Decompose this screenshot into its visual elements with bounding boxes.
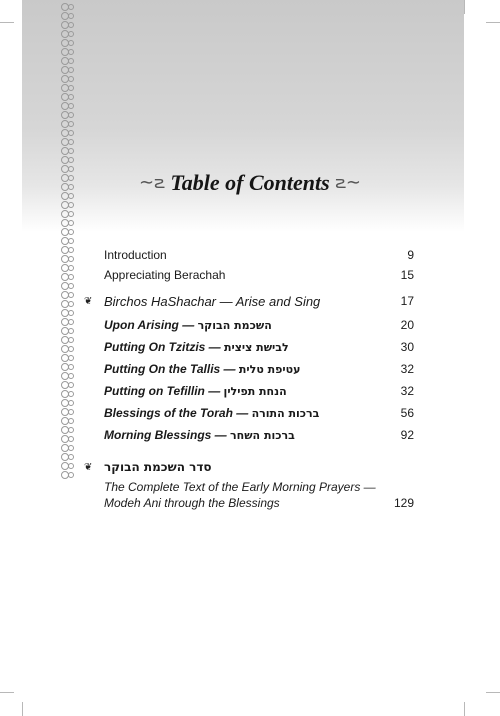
ornament-motif-icon: [58, 29, 76, 38]
title-ornament-right: ౽∼: [335, 172, 362, 192]
ornament-motif-icon: [58, 119, 76, 128]
ornament-motif-icon: [58, 2, 76, 11]
toc-entry-tallis[interactable]: Putting On the Tallis — עטיפת טלית 32: [104, 362, 414, 376]
crop-mark-top-right-h: [486, 22, 500, 23]
ornament-motif-icon: [58, 20, 76, 29]
ornament-motif-icon: [58, 245, 76, 254]
ornament-motif-icon: [58, 272, 76, 281]
section-bullet-icon: ❦: [84, 462, 93, 473]
ornament-motif-icon: [58, 416, 76, 425]
ornament-motif-icon: [58, 236, 76, 245]
ornament-motif-icon: [58, 101, 76, 110]
ornament-motif-icon: [58, 47, 76, 56]
ornament-motif-icon: [58, 452, 76, 461]
toc-entry-morning-blessings[interactable]: Morning Blessings — ברכות השחר 92: [104, 428, 414, 442]
ornament-motif-icon: [58, 461, 76, 470]
ornament-motif-icon: [58, 290, 76, 299]
ornament-motif-icon: [58, 335, 76, 344]
toc-entry-upon-arising[interactable]: Upon Arising — השכמת הבוקר 20: [104, 318, 414, 332]
ornament-motif-icon: [58, 470, 76, 479]
crop-mark-bottom-right-v: [464, 702, 465, 716]
ornament-motif-icon: [58, 263, 76, 272]
title-text: Table of Contents: [170, 170, 330, 195]
ornament-motif-icon: [58, 83, 76, 92]
toc-entry-tefillin[interactable]: Putting on Tefillin — הנחת תפילין 32: [104, 384, 414, 398]
ornament-motif-icon: [58, 443, 76, 452]
toc-entry-complete-text-line1[interactable]: The Complete Text of the Early Morning Prayers —: [104, 480, 376, 494]
ornament-motif-icon: [58, 353, 76, 362]
ornament-motif-icon: [58, 56, 76, 65]
ornament-motif-icon: [58, 362, 76, 371]
ornament-motif-icon: [58, 200, 76, 209]
ornament-motif-icon: [58, 317, 76, 326]
ornament-motif-icon: [58, 38, 76, 47]
ornament-motif-icon: [58, 371, 76, 380]
ornament-motif-icon: [58, 326, 76, 335]
crop-mark-bottom-right-h: [486, 692, 500, 693]
ornament-motif-icon: [58, 380, 76, 389]
toc-section-seder-hashkamas[interactable]: ❦ סדר השכמת הבוקר: [84, 460, 212, 474]
ornament-motif-icon: [58, 65, 76, 74]
ornament-motif-icon: [58, 128, 76, 137]
toc-entry-blessings-of-torah[interactable]: Blessings of the Torah — ברכות התורה 56: [104, 406, 414, 420]
crop-mark-top-left-h: [0, 22, 14, 23]
ornament-motif-icon: [58, 308, 76, 317]
crop-mark-bottom-left-h: [0, 692, 14, 693]
toc-entry-introduction[interactable]: Introduction 9: [104, 248, 414, 262]
ornament-motif-icon: [58, 425, 76, 434]
ornament-motif-icon: [58, 344, 76, 353]
toc-entry-appreciating-berachah[interactable]: Appreciating Berachah 15: [104, 268, 414, 282]
ornament-motif-icon: [58, 227, 76, 236]
ornament-motif-icon: [58, 218, 76, 227]
title-ornament-left: ∼౽: [138, 172, 165, 192]
toc-entry-tzitzis[interactable]: Putting On Tzitzis — לבישת ציצית 30: [104, 340, 414, 354]
ornament-motif-icon: [58, 74, 76, 83]
ornament-motif-icon: [58, 155, 76, 164]
decorative-border-column: [58, 0, 76, 478]
ornament-motif-icon: [58, 11, 76, 20]
ornament-motif-icon: [58, 407, 76, 416]
ornament-motif-icon: [58, 137, 76, 146]
crop-mark-bottom-left-v: [22, 702, 23, 716]
ornament-motif-icon: [58, 146, 76, 155]
ornament-motif-icon: [58, 299, 76, 308]
ornament-motif-icon: [58, 209, 76, 218]
page-title: [0, 170, 500, 197]
ornament-motif-icon: [58, 281, 76, 290]
ornament-motif-icon: [58, 110, 76, 119]
toc-entry-complete-text-line2[interactable]: Modeh Ani through the Blessings 129: [104, 496, 414, 510]
toc-section-birchos-hashachar[interactable]: ❦ Birchos HaShachar — Arise and Sing 17: [84, 294, 414, 309]
section-bullet-icon: ❦: [84, 296, 93, 307]
ornament-motif-icon: [58, 389, 76, 398]
ornament-motif-icon: [58, 434, 76, 443]
ornament-motif-icon: [58, 92, 76, 101]
crop-mark-top-right-v: [464, 0, 465, 14]
ornament-motif-icon: [58, 398, 76, 407]
ornament-motif-icon: [58, 254, 76, 263]
header-band: [22, 0, 464, 232]
